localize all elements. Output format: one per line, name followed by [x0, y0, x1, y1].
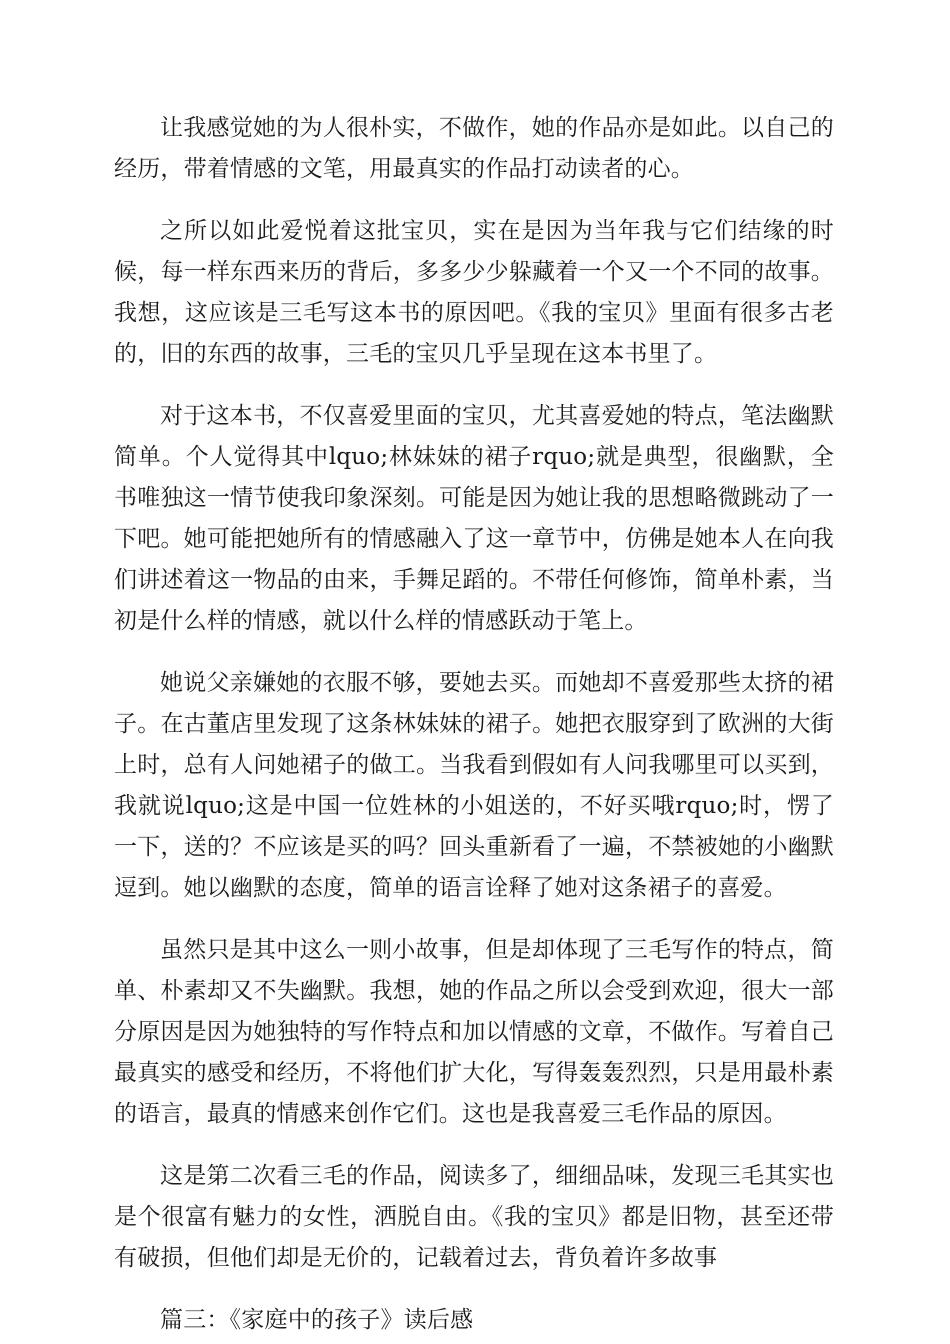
paragraph-4: 她说父亲嫌她的衣服不够，要她去买。而她却不喜爱那些太挤的裙子。在古董店里发现了这条林妹妹的裙子。她把衣服穿到了欧洲的大街上时，总有人问她裙子的做工。当我看到假如有人问我哪里可以买到，我就说lquo;这是中国一位姓林的小姐送的，不好买哦rquo;时，愣了一下，送的？不应该是买的吗？回头重新看了一遍，不禁被她的小幽默逗到。她以幽默的态度，简单的语言诠释了她对这条裙子的喜爱。 [114, 670, 834, 901]
paragraph-2: 之所以如此爱悦着这批宝贝，实在是因为当年我与它们结缘的时候，每一样东西来历的背后，多多少少躲藏着一个又一个不同的故事。我想，这应该是三毛写这本书的原因吧。《我的宝贝》里面有很多古老的，旧的东西的故事，三毛的宝贝几乎呈现在这本书里了。 [114, 218, 834, 367]
paragraph-1: 让我感觉她的为人很朴实，不做作，她的作品亦是如此。以自己的经历，带着情感的文笔，用最真实的作品打动读者的心。 [114, 115, 834, 182]
paragraph-3: 对于这本书，不仅喜爱里面的宝贝，尤其喜爱她的特点，笔法幽默简单。个人觉得其中lquo;林妹妹的裙子rquo;就是典型，很幽默，全书唯独这一情节使我印象深刻。可能是因为她让我的思想略微跳动了一下吧。她可能把她所有的情感融入了这一章节中，仿佛是她本人在向我们讲述着这一物品的由来，手舞足蹈的。不带任何修饰，简单朴素，当初是什么样的情感，就以什么样的情感跃动于笔上。 [114, 403, 834, 634]
paragraph-6: 这是第二次看三毛的作品，阅读多了，细细品味，发现三毛其实也是个很富有魅力的女性，洒脱自由。《我的宝贝》都是旧物，甚至还带有破损，但他们却是无价的，记载着过去，背负着许多故事 [114, 1163, 834, 1271]
document-body [114, 108, 834, 1341]
paragraph-5: 虽然只是其中这么一则小故事，但是却体现了三毛写作的特点，简单、朴素却又不失幽默。我想，她的作品之所以会受到欢迎，很大一部分原因是因为她独特的写作特点和加以情感的文章，不做作。写着自己最真实的感受和经历，不将他们扩大化，写得轰轰烈烈，只是用最朴素的语言，最真的情感来创作它们。这也是我喜爱三毛作品的原因。 [114, 937, 834, 1127]
section-heading: 篇三：《家庭中的孩子》读后感 [160, 1307, 474, 1333]
